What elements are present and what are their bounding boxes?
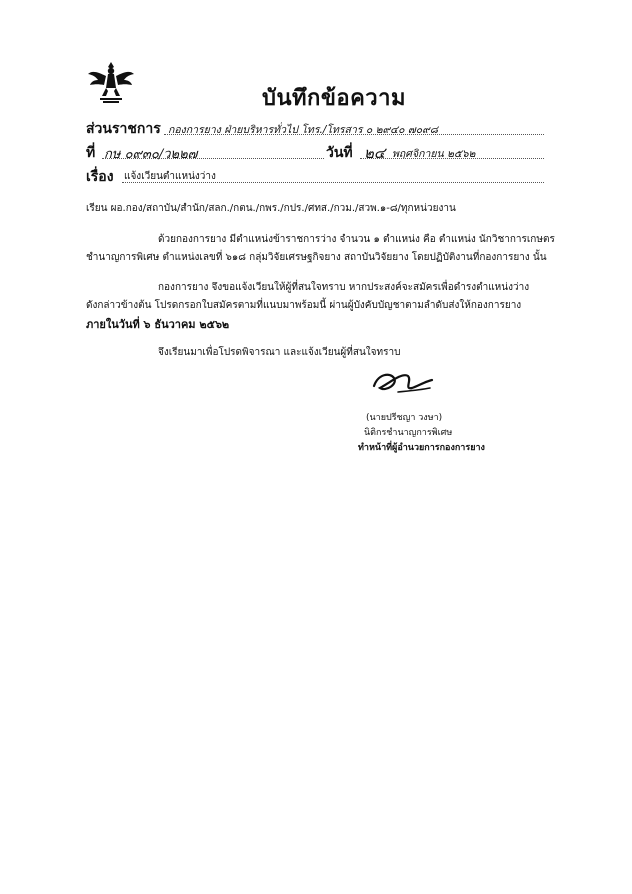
date-label: วันที่ xyxy=(326,145,353,161)
closing-line: จึงเรียนมาเพื่อโปรดพิจารณา และแจ้งเวียนผู้ที่สนใจทราบ xyxy=(158,347,401,358)
date-day: ๒๔ xyxy=(364,144,386,162)
ref-dotted-line xyxy=(102,158,324,159)
paragraph-1-line-2: ชำนาญการพิเศษ ตำแหน่งเลขที่ ๖๑๘ กลุ่มวิจัยเศรษฐกิจยาง สถาบันวิจัยยาง โดยปฏิบัติงานที่กองการยาง นั้น xyxy=(86,252,547,263)
date-value: พฤศจิกายน ๒๕๖๒ xyxy=(392,148,476,160)
deadline: ภายในวันที่ ๖ ธันวาคม ๒๕๖๒ xyxy=(86,318,230,331)
ref-label: ที่ xyxy=(86,145,96,161)
date-dotted-line xyxy=(360,158,544,159)
signature-icon xyxy=(368,364,438,400)
garuda-emblem-icon xyxy=(86,58,136,108)
salutation: เรียน ผอ.กอง/สถาบัน/สำนัก/สลก./กตน./กพร./กปร./ศทส./กวม./สวพ.๑-๘/ทุกหน่วยงาน xyxy=(86,203,456,214)
ref-value: กษ ๐๙๓๐/ว๒๒๗ xyxy=(104,147,198,162)
signer-name: (นายปรีชญา วงษา) xyxy=(366,413,443,423)
subject-dotted-line xyxy=(122,182,544,183)
department-value: กองการยาง ฝ่ายบริหารทั่วไป โทร./โทรสาร ๐ ๒๙๔๐ ๗๐๙๘ xyxy=(168,124,438,136)
subject-label: เรื่อง xyxy=(86,169,114,185)
signer-position: นิติกรชำนาญการพิเศษ xyxy=(364,428,453,438)
page-title: บันทึกข้อความ xyxy=(262,86,407,111)
department-dotted-line xyxy=(164,134,544,135)
department-label: ส่วนราชการ xyxy=(86,121,161,137)
paragraph-2-line-2: ดังกล่าวข้างต้น โปรดกรอกใบสมัครตามที่แนบมาพร้อมนี้ ผ่านผู้บังคับบัญชาตามลำดับส่งให้กองการยาง xyxy=(86,300,522,311)
paragraph-1-line-1: ด้วยกองการยาง มีตำแหน่งข้าราชการว่าง จำนวน ๑ ตำแหน่ง คือ ตำแหน่ง นักวิชาการเกษตร xyxy=(158,234,555,245)
paragraph-2-line-1: กองการยาง จึงขอแจ้งเวียนให้ผู้ที่สนใจทราบ หากประสงค์จะสมัครเพื่อดำรงตำแหน่งว่าง xyxy=(158,282,530,293)
subject-value: แจ้งเวียนตำแหน่งว่าง xyxy=(124,171,216,182)
signer-role: ทำหน้าที่ผู้อำนวยการกองการยาง xyxy=(358,443,485,453)
